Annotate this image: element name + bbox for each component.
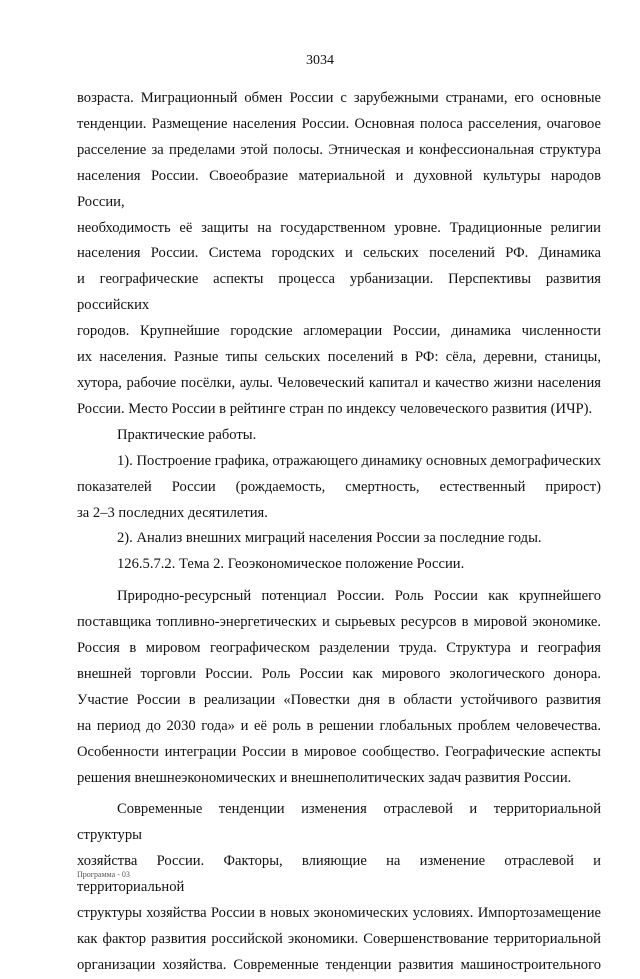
text-line: организации хозяйства. Современные тенденции развития машиностроительного bbox=[77, 956, 601, 973]
text-line: расселение за пределами этой полосы. Этническая и конфессиональная структура bbox=[77, 141, 601, 158]
text-line: Участие России в реализации «Повестки дня в области устойчивого развития bbox=[77, 691, 601, 708]
text-line: хутора, рабочие посёлки, аулы. Человеческий капитал и качество жизни населения bbox=[77, 374, 601, 391]
text-line: Россия в мировом географическом разделении труда. Структура и география bbox=[77, 640, 601, 657]
text-line: Особенности интеграции России в мировое сообщество. Географические аспекты bbox=[77, 743, 601, 760]
text-line: Природно-ресурсный потенциал России. Роль России как крупнейшего bbox=[117, 588, 601, 605]
text-line: России. Место России в рейтинге стран по индексу человеческого развития (ИЧР). bbox=[77, 400, 593, 417]
text-line: населения России. Своеобразие материальной и духовной культуры народов России, bbox=[77, 167, 601, 210]
text-line: их населения. Разные типы сельских поселений в РФ: сёла, деревни, станицы, bbox=[77, 349, 601, 366]
document-body bbox=[77, 86, 601, 979]
text-line: городов. Крупнейшие городские агломерации России, динамика численности bbox=[77, 323, 601, 340]
page-number: 3034 bbox=[306, 53, 334, 68]
text-line: на период до 2030 года» и её роль в решении глобальных проблем человечества. bbox=[77, 717, 601, 734]
text-line: 2). Анализ внешних миграций населения России за последние годы. bbox=[117, 530, 542, 547]
text-line: тенденции. Размещение населения России. Основная полоса расселения, очаговое bbox=[77, 115, 601, 132]
text-line: и географические аспекты процесса урбанизации. Перспективы развития российских bbox=[77, 271, 601, 314]
text-line: структуры хозяйства России в новых экономических условиях. Импортозамещение bbox=[77, 905, 601, 922]
section-heading: Практические работы. bbox=[117, 426, 257, 443]
text-line: за 2–3 последних десятилетия. bbox=[77, 504, 268, 521]
text-line: поставщика топливно-энергетических и сырьевых ресурсов в мировой экономике. bbox=[77, 614, 601, 631]
text-line: внешней торговли России. Роль России как мирового экологического донора. bbox=[77, 665, 601, 682]
text-line: необходимость её защиты на государственном уровне. Традиционные религии bbox=[77, 219, 601, 236]
section-heading: 126.5.7.2. Тема 2. Геоэкономическое положение России. bbox=[117, 556, 465, 573]
text-line: как фактор развития российской экономики. Совершенствование территориальной bbox=[77, 931, 601, 947]
footer-label: Программа - 03 bbox=[77, 870, 130, 879]
text-line: решения внешнеэкономических и внешнеполитических задач развития России. bbox=[77, 769, 572, 786]
text-line: 1). Построение графика, отражающего динамику основных демографических bbox=[117, 452, 601, 469]
text-line: населения России. Система городских и сельских поселений РФ. Динамика bbox=[77, 245, 601, 262]
text-line: возраста. Миграционный обмен России с зарубежными странами, его основные bbox=[77, 90, 601, 106]
text-line: хозяйства России. Факторы, влияющие на изменение отраслевой и территориальной bbox=[77, 853, 601, 896]
text-line: Современные тенденции изменения отраслевой и территориальной структуры bbox=[77, 801, 601, 844]
text-line: показателей России (рождаемость, смертность, естественный прирост) bbox=[77, 478, 601, 495]
